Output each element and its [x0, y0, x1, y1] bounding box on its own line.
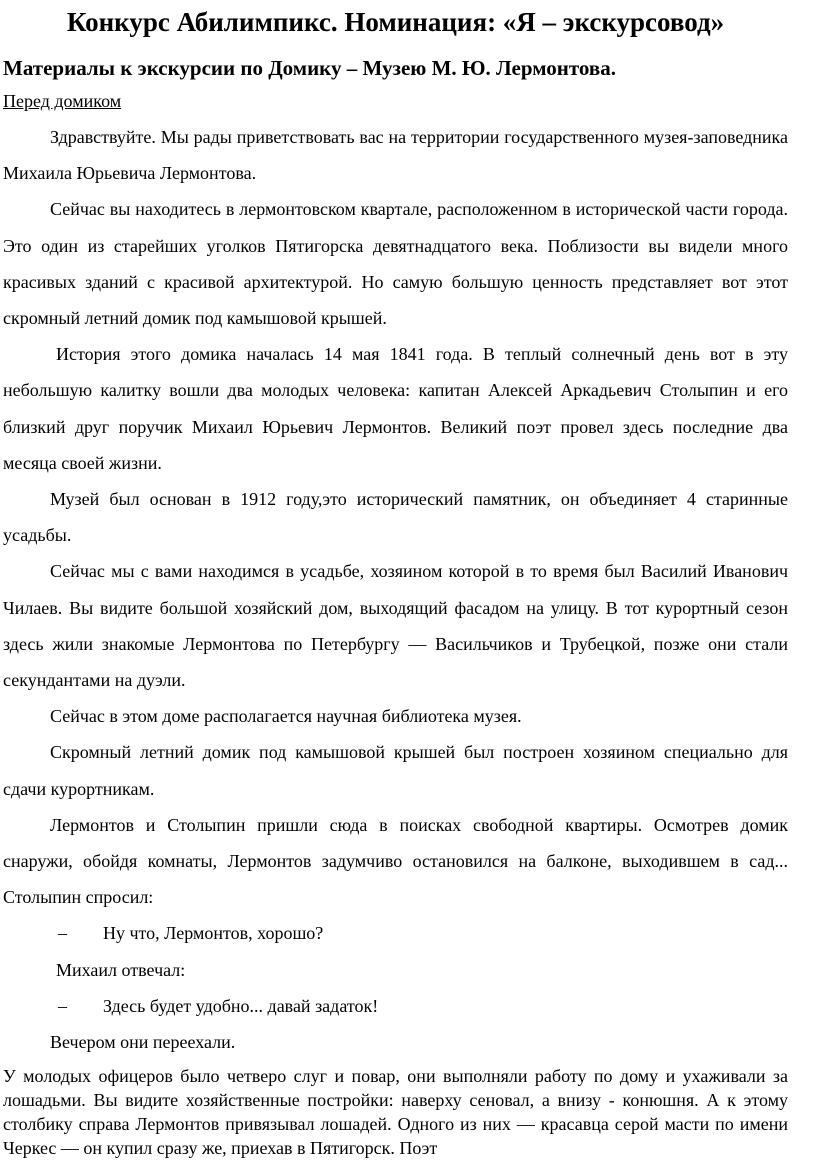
paragraph-servants: У молодых офицеров было четверо слуг и повар, они выполняли работу по дому и ухаживали за лошадьми. Вы видите хозяйственные постройки: наверху сеновал, а внизу - конюшня. А к этому столбику справа Лермонтов привязывал лошадей. Одного из них — красавца серой масти по имени Черкес — он купил сразу же, приехав в Пятигорск. Поэт — [3, 1066, 788, 1159]
dialogue-dash: – — [58, 923, 67, 944]
paragraph-library: Сейчас в этом доме располагается научная библиотека музея. — [50, 706, 522, 727]
document-subtitle: Материалы к экскурсии по Домику – Музею М. Ю. Лермонтова. — [3, 56, 616, 80]
paragraph-evening: Вечером они переехали. — [50, 1032, 236, 1053]
paragraph-estate: Сейчас мы с вами находимся в усадьбе, хозяином которой в то время был Василий Иванович Чилаев. Вы видите большой хозяйский дом, выходящий фасадом на улицу. В тот курортный сезон здесь жили знакомые Лермонтова по Петербургу — Васильчиков и Трубецкой, позже они стали секундантами на дуэли. — [3, 561, 788, 691]
dialogue-text-question: Ну что, Лермонтов, хорошо? — [103, 923, 324, 944]
paragraph-history: История этого домика началась 14 мая 1841 года. В теплый солнечный день вот в эту небольшую калитку вошли два молодых человека: капитан Алексей Аркадьевич Столыпин и его близкий друг поручик Михаил Юрьевич Лермонтов. Великий поэт провел здесь последние два месяца своей жизни. — [3, 344, 788, 473]
paragraph-arrival: Лермонтов и Столыпин пришли сюда в поисках свободной квартиры. Осмотрев домик снаружи, обойдя комнаты, Лермонтов задумчиво остановился на балконе, выходившем в сад... Столыпин спросил: — [3, 814, 788, 908]
paragraph-quarter: Сейчас вы находитесь в лермонтовском квартале, расположенном в исторической части города. Это один из старейших уголков Пятигорска девятнадцатого века. Поблизости вы видели много красивых зданий с красивой архитектурой. Но самую большую ценность представляет вот этот скромный летний домик под камышовой крышей. — [3, 199, 788, 329]
dialogue-line-answer — [3, 988, 788, 1024]
dialogue-text-answer: Здесь будет удобно... давай задаток! — [103, 995, 379, 1016]
paragraph-founded: Музей был основан в 1912 году,это исторический памятник, он объединяет 4 старинные усадьбы. — [3, 489, 788, 546]
dialogue-line-question — [3, 915, 788, 951]
paragraph-greeting: Здравствуйте. Мы рады приветствовать вас на территории государственного музея-заповедника Михаила Юрьевича Лермонтова. — [3, 127, 788, 184]
section-heading: Перед домиком — [3, 91, 122, 111]
reply-intro: Михаил отвечал: — [56, 959, 186, 980]
paragraph-summer-house: Скромный летний домик под камышовой крышей был построен хозяином специально для сдачи курортникам. — [3, 742, 788, 799]
dialogue-dash: – — [58, 995, 67, 1016]
document-title: Конкурс Абилимпикс. Номинация: «Я – экскурсовод» — [66, 7, 725, 37]
